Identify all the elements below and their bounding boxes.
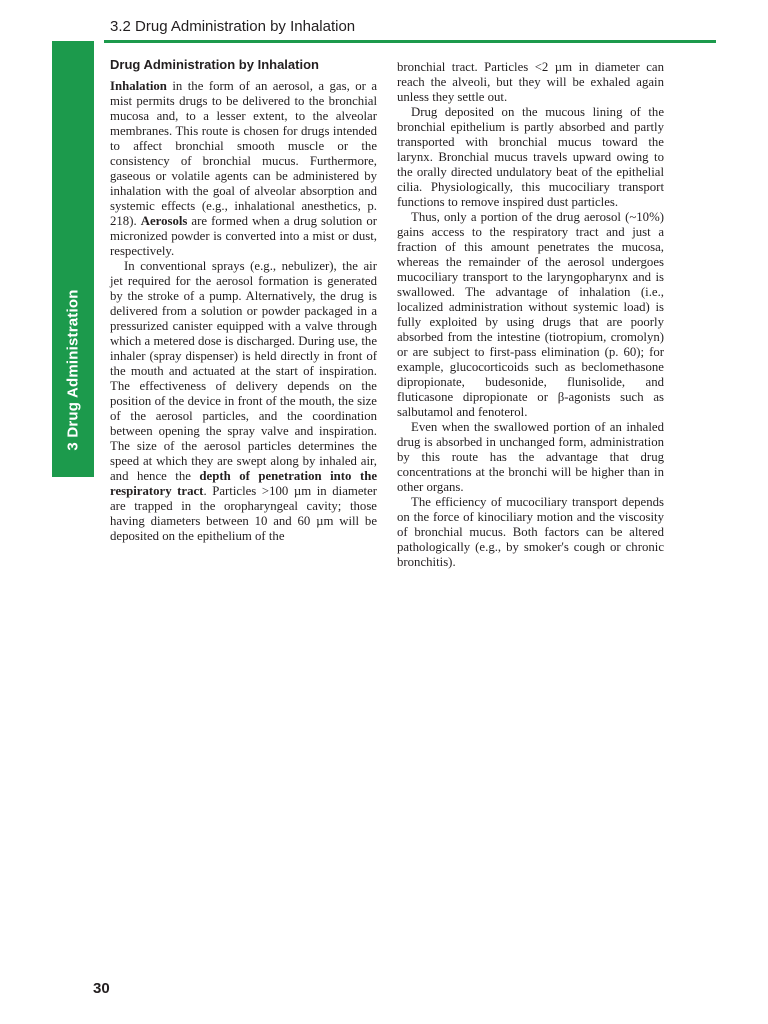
paragraph-continued: bronchial tract. Particles <2 µm in diameter can reach the alveoli, but they will be exhaled again unless they settle out. (397, 60, 664, 104)
paragraph-sprays (110, 259, 377, 544)
page-number: 30 (93, 980, 110, 997)
term-inhalation: Inhalation (110, 79, 167, 93)
paragraph-mucociliary-efficiency: The efficiency of mucociliary transport depends on the force of kinociliary motion and the viscosity of bronchial mucus. Both factors can be altered pathologically (e.g., by smoker's cough or chronic bronchitis). (397, 495, 664, 569)
running-header: 3.2 Drug Administration by Inhalation (110, 18, 356, 35)
header-rule (104, 40, 716, 43)
paragraph-inhalation (110, 79, 377, 259)
term-depth-of-penetration: depth of penetration into the respiratory tract (110, 469, 377, 498)
paragraph-text: in the form of an aerosol, a gas, or a mist permits drugs to be delivered to the bronchial mucosa and, to a lesser extent, to the alveolar membranes. This route is chosen for drugs intended to affect bronchial smooth muscle or the consistency of bronchial mucus. Furthermore, gaseous or volatile agents can be administered by inhalation with the goal of alveolar absorption and systemic effects (e.g., inhalational anesthetics, p. 218). (110, 79, 377, 228)
left-column (110, 57, 377, 544)
paragraph-text: . Particles >100 µm in diameter are trapped in the oropharyngeal cavity; those having diameters between 10 and 60 µm will be deposited on the epithelium of the (110, 484, 378, 543)
right-column (397, 60, 664, 570)
term-aerosols: Aerosols (140, 214, 188, 228)
paragraph-mucous-lining: Drug deposited on the mucous lining of the bronchial epithelium is partly absorbed and partly transported with bronchial mucus toward the larynx. Bronchial mucus travels upward owing to the orally directed undulatory beat of the epithelial cilia. Physiologically, this mucociliary transport functions to remove inspired dust particles. (397, 105, 664, 209)
section-title: Drug Administration by Inhalation (110, 57, 319, 72)
paragraph-text: are formed when a drug solution or micronized powder is converted into a mist or dust, respectively. (110, 214, 377, 258)
paragraph-portion-of-aerosol: Thus, only a portion of the drug aerosol (~10%) gains access to the respiratory tract and just a fraction of this amount penetrates the mucosa, whereas the remainder of the aerosol undergoes mucociliary transport to the laryngopharynx and is swallowed. The advantage of inhalation (i.e., localized administration without systemic load) is fully exploited by using drugs that are poorly absorbed from the intestine (tiotropium, cromolyn) or are subject to first-pass elimination (p. 60); for example, glucocorticoids such as beclomethasone dipropionate, budesonide, flunisolide, and fluticasone dipropionate or β-agonists such as salbutamol and fenoterol. (397, 210, 664, 419)
paragraph-text: In conventional sprays (e.g., nebulizer), the air jet required for the aerosol formation is generated by the stroke of a pump. Alternatively, the drug is delivered from a solution or powder packaged in a pressurized canister equipped with a valve through which a metered dose is discharged. During use, the inhaler (spray dispenser) is held directly in front of the mouth and actuated at the start of inspiration. The effectiveness of delivery depends on the position of the device in front of the mouth, the size of the aerosol particles, and the coordination between opening the spray valve and inspiration. The size of the aerosol particles determines the speed at which they are swept along by inhaled air, and hence the (110, 259, 377, 483)
chapter-side-tab-label: 3 Drug Administration (64, 289, 82, 451)
paragraph-swallowed-portion: Even when the swallowed portion of an inhaled drug is absorbed in unchanged form, administration by this route has the advantage that drug concentrations at the bronchi will be higher than in other organs. (397, 420, 664, 494)
